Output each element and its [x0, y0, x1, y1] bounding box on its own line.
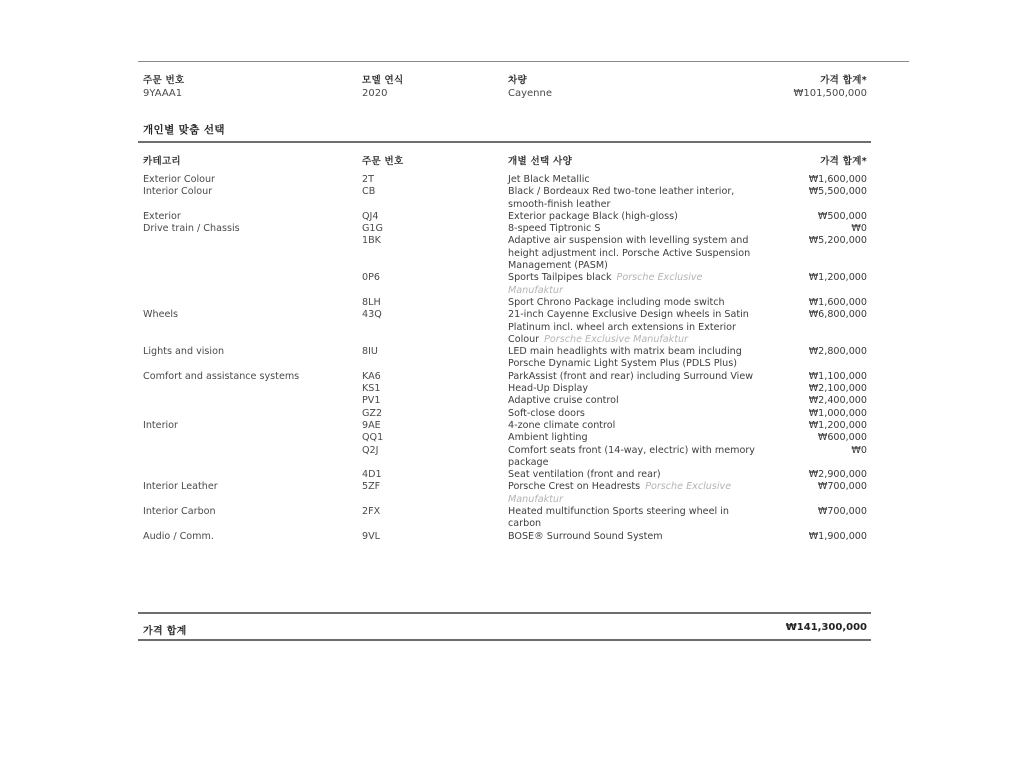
- option-row: [0, 309, 1024, 346]
- option-row: [0, 408, 1024, 420]
- option-row: [0, 346, 1024, 371]
- option-code: KS1: [362, 383, 381, 395]
- option-price: ₩1,600,000: [808, 296, 867, 308]
- option-description-text: Black / Bordeaux Red two-tone leather interior, smooth-finish leather: [508, 186, 735, 210]
- option-code: GZ2: [362, 407, 383, 419]
- option-price: ₩1,600,000: [808, 174, 867, 185]
- option-code: 8LH: [362, 296, 381, 308]
- option-price: ₩2,800,000: [808, 346, 867, 358]
- option-description: [508, 395, 760, 407]
- option-description: [508, 309, 760, 346]
- option-price: ₩0: [851, 444, 867, 456]
- summary-vehicle: [508, 74, 552, 100]
- option-description-text: Seat ventilation (front and rear): [508, 469, 661, 481]
- option-code: 9VL: [362, 530, 381, 542]
- option-price: ₩1,200,000: [808, 419, 867, 431]
- option-category: Wheels: [143, 309, 179, 321]
- option-row: [0, 383, 1024, 395]
- column-header-category: 카테고리: [143, 156, 181, 167]
- option-row: [0, 531, 1024, 543]
- total-divider-top: [138, 612, 871, 614]
- option-category: Drive train / Chassis: [143, 223, 240, 235]
- option-category: Lights and vision: [143, 346, 225, 358]
- option-price: ₩1,000,000: [808, 407, 867, 419]
- option-manufaktur-tag: Porsche Exclusive Manufaktur: [508, 272, 703, 296]
- option-price: ₩1,200,000: [808, 272, 867, 284]
- column-header-code: 주문 번호: [362, 156, 404, 167]
- option-description: [508, 297, 760, 309]
- option-price: ₩700,000: [817, 506, 867, 518]
- model-year-value: 2020: [362, 88, 388, 99]
- option-price: ₩1,100,000: [808, 370, 867, 382]
- option-description: [508, 383, 760, 395]
- option-description-text: Sport Chrono Package including mode switch: [508, 296, 725, 308]
- option-price: ₩1,900,000: [808, 530, 867, 542]
- option-category: Exterior Colour: [143, 174, 216, 185]
- option-row: [0, 432, 1024, 444]
- option-description-text: Adaptive air suspension with levelling system and height adjustment incl. Porsche Active Suspension Management (PASM): [508, 235, 751, 272]
- option-description: [508, 211, 760, 223]
- option-code: 8IU: [362, 346, 378, 358]
- option-category: Interior Carbon: [143, 506, 216, 518]
- option-price: ₩500,000: [817, 210, 867, 222]
- option-code: 1BK: [362, 235, 381, 247]
- options-table: [0, 174, 1024, 543]
- option-code: QJ4: [362, 210, 379, 222]
- summary-order-number: [143, 74, 185, 100]
- option-description-text: Heated multifunction Sports steering wheel in carbon: [508, 506, 729, 530]
- option-row: [0, 371, 1024, 383]
- option-description-text: Head-Up Display: [508, 383, 589, 395]
- option-row: [0, 211, 1024, 223]
- option-price: ₩700,000: [817, 481, 867, 493]
- option-code: 9AE: [362, 419, 381, 431]
- summary-price-total: [793, 74, 867, 100]
- vehicle-summary: [0, 74, 1024, 104]
- option-row: [0, 186, 1024, 211]
- option-description: [508, 506, 760, 531]
- option-description: [508, 223, 760, 235]
- option-row: [0, 297, 1024, 309]
- price-total-value: ₩101,500,000: [793, 88, 867, 99]
- option-description: [508, 481, 760, 506]
- total-label: 가격 합계: [143, 626, 187, 637]
- option-category: Interior Leather: [143, 481, 218, 493]
- option-row: [0, 469, 1024, 481]
- option-category: Exterior: [143, 210, 181, 222]
- section-divider: [138, 141, 871, 143]
- option-description-text: Ambient lighting: [508, 432, 588, 444]
- option-description: [508, 445, 760, 470]
- option-description: [508, 174, 760, 186]
- option-price: ₩2,900,000: [808, 469, 867, 481]
- option-description: [508, 346, 760, 371]
- option-description: [508, 531, 760, 543]
- option-row: [0, 395, 1024, 407]
- option-code: Q2J: [362, 444, 379, 456]
- option-row: [0, 420, 1024, 432]
- option-manufaktur-tag: Porsche Exclusive Manufaktur: [508, 481, 732, 505]
- option-price: ₩5,500,000: [808, 186, 867, 198]
- option-description-text: Porsche Crest on Headrests: [508, 481, 641, 493]
- option-description: [508, 408, 760, 420]
- option-price: ₩2,400,000: [808, 395, 867, 407]
- option-price: ₩2,100,000: [808, 383, 867, 395]
- option-row: [0, 223, 1024, 235]
- option-code: 0P6: [362, 272, 380, 284]
- option-code: G1G: [362, 223, 383, 235]
- vehicle-value: Cayenne: [508, 88, 553, 99]
- option-description: [508, 420, 760, 432]
- section-title: 개인별 맞춤 선택: [143, 124, 225, 136]
- option-code: 5ZF: [362, 481, 381, 493]
- option-description: [508, 235, 760, 272]
- order-number-value: 9YAAA1: [143, 88, 183, 99]
- option-description-text: ParkAssist (front and rear) including Surround View: [508, 370, 754, 382]
- option-description: [508, 371, 760, 383]
- price-total-label: 가격 합계*: [820, 75, 867, 86]
- option-code: 2FX: [362, 506, 381, 518]
- option-category: Interior: [143, 419, 178, 431]
- option-description-text: LED main headlights with matrix beam including Porsche Dynamic Light System Plus (PDLS Plus): [508, 346, 742, 370]
- model-year-label: 모델 연식: [362, 75, 404, 86]
- option-code: PV1: [362, 395, 381, 407]
- option-row: [0, 481, 1024, 506]
- option-code: 43Q: [362, 309, 382, 321]
- option-row: [0, 174, 1024, 186]
- option-description-text: 8-speed Tiptronic S: [508, 223, 601, 235]
- option-description-text: Soft-close doors: [508, 407, 585, 419]
- option-description-text: 21-inch Cayenne Exclusive Design wheels in Satin Platinum incl. wheel arch extensions in Exterior Colour: [508, 309, 749, 345]
- option-code: 2T: [362, 174, 374, 185]
- option-row: [0, 235, 1024, 272]
- option-row: [0, 272, 1024, 297]
- option-description: [508, 432, 760, 444]
- option-description-text: BOSE® Surround Sound System: [508, 530, 663, 542]
- order-number-label: 주문 번호: [143, 75, 185, 86]
- option-description-text: Jet Black Metallic: [508, 174, 590, 185]
- option-description-text: Comfort seats front (14-way, electric) with memory package: [508, 444, 755, 468]
- option-description: [508, 272, 760, 297]
- option-row: [0, 506, 1024, 531]
- summary-model-year: [362, 74, 404, 100]
- option-price: ₩6,800,000: [808, 309, 867, 321]
- option-description: [508, 469, 760, 481]
- option-price: ₩5,200,000: [808, 235, 867, 247]
- option-category: Comfort and assistance systems: [143, 370, 300, 382]
- option-description-text: Sports Tailpipes black: [508, 272, 612, 284]
- option-manufaktur-tag: Porsche Exclusive Manufaktur: [544, 333, 689, 345]
- option-category: Audio / Comm.: [143, 530, 214, 542]
- vehicle-label: 차량: [508, 75, 527, 86]
- option-description-text: Exterior package Black (high-gloss): [508, 210, 678, 222]
- option-price: ₩600,000: [817, 432, 867, 444]
- option-description: [508, 186, 760, 211]
- option-code: CB: [362, 186, 376, 198]
- option-code: KA6: [362, 370, 381, 382]
- option-code: 4D1: [362, 469, 382, 481]
- option-description-text: Adaptive cruise control: [508, 395, 619, 407]
- option-category: Interior Colour: [143, 186, 213, 198]
- total-divider-bottom: [138, 639, 871, 641]
- option-description-text: 4-zone climate control: [508, 419, 616, 431]
- top-divider: [138, 61, 909, 62]
- option-price: ₩0: [851, 223, 867, 235]
- column-header-option: 개별 선택 사양: [508, 156, 573, 167]
- option-row: [0, 445, 1024, 470]
- option-code: QQ1: [362, 432, 384, 444]
- column-header-price: 가격 합계*: [820, 156, 867, 167]
- total-value: ₩141,300,000: [785, 622, 867, 633]
